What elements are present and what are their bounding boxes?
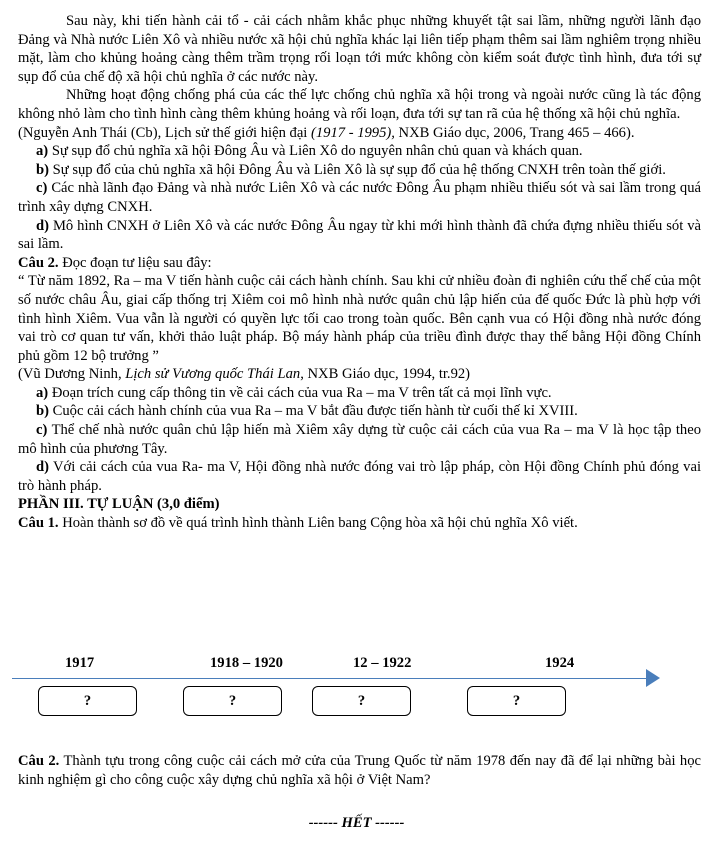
paragraph-2: Những hoạt động chống phá của các thế lực chống chủ nghĩa xã hội trong và ngoài nước cũng là tác động không nhỏ làm cho tình hình càng thêm khủng hoảng và rối loạn, đưa tới sự tan rã của hệ thống xã hội chủ nghĩa. — [18, 87, 701, 122]
source-citation-1 — [18, 124, 701, 143]
option-label: d) — [36, 217, 49, 234]
option-text: Cuộc cải cách hành chính của vua Ra – ma V bắt đầu được tiến hành từ cuối thế kỉ XVIII. — [52, 403, 578, 420]
timeline-answer-box[interactable]: ? — [183, 686, 282, 716]
question-label: Câu 2. — [18, 753, 60, 769]
timeline-answer-box[interactable]: ? — [312, 686, 411, 716]
timeline-diagram — [0, 643, 713, 723]
timeline-year: 1924 — [545, 655, 575, 671]
essay-question-2 — [18, 752, 701, 789]
option-text: Sự sụp đổ chủ nghĩa xã hội Đông Âu và Liên Xô do nguyên nhân chủ quan và khách quan. — [51, 143, 583, 160]
q1-option-a — [18, 142, 701, 161]
document-body — [18, 12, 701, 533]
q2-option-c — [18, 421, 701, 458]
q2-option-b — [18, 402, 701, 421]
timeline-answer-box[interactable]: ? — [467, 686, 566, 716]
source2-book-title: Lịch sử Vương quốc Thái Lan — [125, 366, 301, 383]
question-label: Câu 2. — [18, 254, 59, 271]
option-text: Thể chế nhà nước quân chủ lập hiến mà Xiêm xây dựng từ cuộc cải cách của vua Ra – ma V là học tập theo mô hình của phương Tây. — [18, 422, 701, 457]
paragraph-1: Sau này, khi tiến hành cải tổ - cải cách nhằm khắc phục những khuyết tật sai lầm, những người lãnh đạo Đảng và Nhà nước Liên Xô và nhiều nước xã hội chủ nghĩa khác lại liên tiếp phạm thêm sai lầm nghiêm trọng nhiều mặt, làm cho khủng hoảng càng thêm trầm trọng rối loạn tới mức không còn kiểm soát được tình hình, đưa tới sự sụp đổ của chế độ xã hội chủ nghĩa ở các nước này. — [18, 13, 701, 85]
option-text: Các nhà lãnh đạo Đảng và nhà nước Liên Xô và các nước Đông Âu phạm nhiều thiếu sót và sai lầm trong quá trình xây dựng CNXH. — [18, 180, 701, 215]
quote-passage: “ Từ năm 1892, Ra – ma V tiến hành cuộc cải cách hành chính. Sau khi cử nhiều đoàn đi nghiên cứu thể chế của một số nước châu Âu, giai cấp thống trị Xiêm coi mô hình nhà nước quân chủ lập hiến của đế quốc Đức là phù hợp với tình hình Xiêm. Vua vẫn là người có quyền lực tối cao trong toàn quốc. Bên cạnh vua có Hội đồng nhà nước đóng vai trò cơ quan tư vấn, khởi thảo luật pháp. Bộ máy hành pháp của triều đình được thay thế bằng Hội đồng Chính phủ gồm 12 bộ trưởng ” — [18, 273, 701, 364]
q2-option-d — [18, 458, 701, 495]
option-text: Sự sụp đổ của chủ nghĩa xã hội Đông Âu và Liên Xô là sự sụp đổ của hệ thống CNXH trên toàn thế giới. — [52, 161, 666, 178]
end-marker: ------ HẾT ------ — [308, 815, 405, 831]
source2-part-a: (Vũ Dương Ninh, — [18, 366, 126, 383]
timeline-year: 1918 – 1920 — [210, 655, 283, 671]
timeline-arrow-icon — [646, 669, 660, 687]
q1-option-c — [18, 179, 701, 216]
question-text: Thành tựu trong công cuộc cải cách mở cửa của Trung Quốc từ năm 1978 đến nay đã để lại những bài học kinh nghiệm gì cho công cuộc xây dựng chủ nghĩa xã hội ở Việt Nam? — [18, 753, 702, 788]
option-label: b) — [36, 403, 49, 420]
option-label: b) — [36, 161, 49, 178]
timeline-line — [12, 678, 652, 679]
question-label: Câu 1. — [18, 515, 59, 532]
source1-part-b: (1917 - 1995), — [311, 124, 395, 141]
option-label: c) — [36, 180, 48, 197]
source1-part-c: NXB Giáo dục, 2006, Trang 465 – 466). — [394, 124, 635, 141]
option-text: Đoạn trích cung cấp thông tin về cải cách của vua Ra – ma V trên tất cả mọi lĩnh vực. — [51, 384, 552, 401]
timeline-year: 1917 — [65, 655, 95, 671]
source1-part-a: (Nguyễn Anh Thái (Cb), Lịch sử thế giới hiện đại — [18, 124, 311, 141]
question-text: Hoàn thành sơ đồ về quá trình hình thành Liên bang Cộng hòa xã hội chủ nghĩa Xô viết. — [58, 515, 578, 532]
option-text: Với cải cách của vua Ra- ma V, Hội đồng nhà nước đóng vai trò lập pháp, còn Hội đồng Chính phủ đóng vai trò hành pháp. — [18, 459, 701, 494]
q2-option-a — [18, 384, 701, 403]
timeline-year: 12 – 1922 — [353, 655, 412, 671]
q1-option-d — [18, 217, 701, 254]
option-label: d) — [36, 459, 49, 476]
option-label: c) — [36, 422, 48, 439]
question-text: Đọc đoạn tư liệu sau đây: — [58, 254, 212, 271]
question-2-heading — [18, 254, 701, 273]
q1-option-b — [18, 161, 701, 180]
source-citation-2 — [18, 365, 701, 384]
option-label: a) — [36, 143, 49, 160]
timeline-answer-box[interactable]: ? — [38, 686, 137, 716]
option-text: Mô hình CNXH ở Liên Xô và các nước Đông Âu ngay từ khi mới hình thành đã chứa đựng nhiều thiếu sót và sai lầm. — [18, 217, 701, 253]
essay-question-1 — [18, 514, 701, 533]
essay-question-2-block — [18, 752, 701, 789]
source2-part-c: , NXB Giáo dục, 1994, tr.92) — [300, 366, 471, 383]
part-3-heading: PHẦN III. TỰ LUẬN (3,0 điểm) — [18, 496, 220, 513]
option-label: a) — [36, 384, 49, 401]
